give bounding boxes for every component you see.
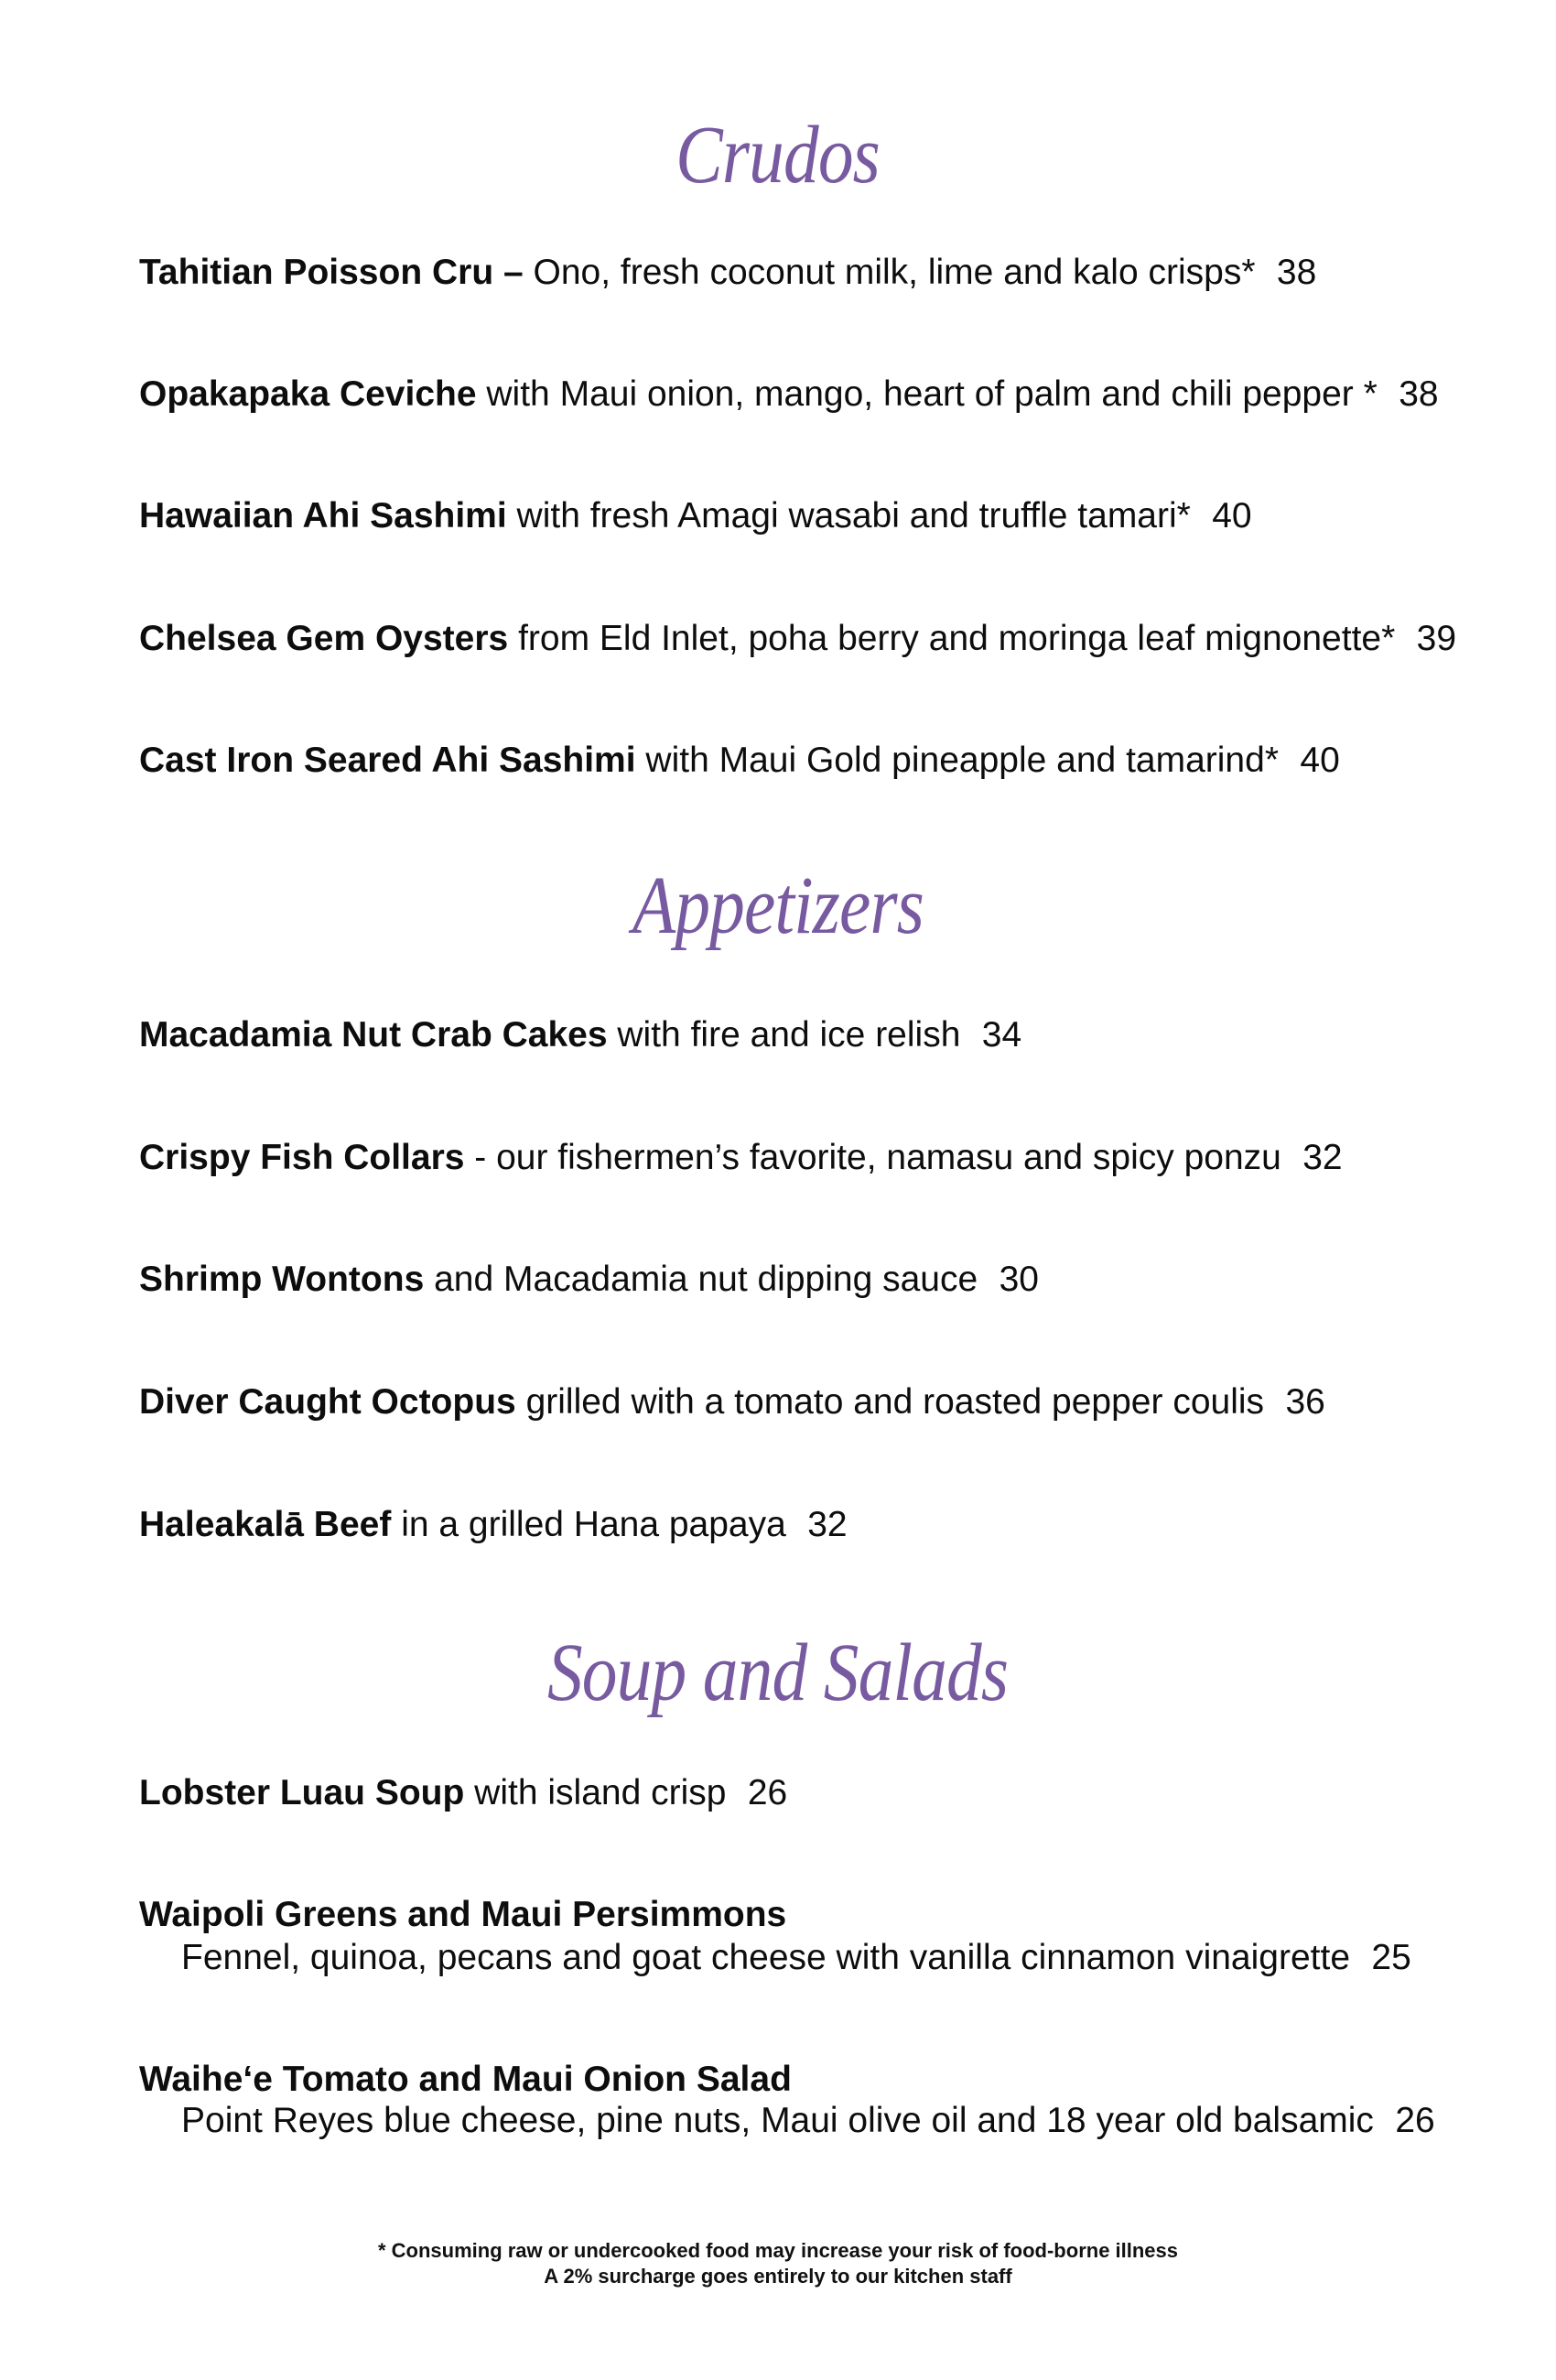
item-name: Tahitian Poisson Cru –: [139, 253, 524, 292]
menu-item: [139, 740, 1340, 782]
menu-item: [139, 373, 1439, 416]
item-name: Haleakalā Beef: [139, 1505, 392, 1544]
menu-item: [139, 618, 1456, 660]
menu-item: [139, 1381, 1325, 1423]
item-name: Waipoli Greens and Maui Persimmons: [139, 1895, 787, 1934]
item-price: 32: [1302, 1138, 1343, 1177]
footer-surcharge-note: A 2% surcharge goes entirely to our kitchen staff: [544, 2265, 1012, 2288]
item-description: Ono, fresh coconut milk, lime and kalo crisps*: [533, 253, 1256, 292]
menu-item: [139, 495, 1252, 537]
item-name: Shrimp Wontons: [139, 1260, 425, 1299]
item-name: Lobster Luau Soup: [139, 1773, 465, 1812]
item-price: 30: [999, 1260, 1039, 1299]
item-description: with fresh Amagi wasabi and truffle tamari*: [516, 496, 1191, 536]
section-title: Soup and Salads: [547, 1628, 1009, 1718]
section-title: Appetizers: [632, 860, 924, 951]
item-name: Crispy Fish Collars: [139, 1138, 465, 1177]
menu-item-title: [139, 1894, 786, 1936]
item-name: Macadamia Nut Crab Cakes: [139, 1015, 608, 1055]
section-heading-appetizers: [0, 860, 1556, 952]
item-description: grilled with a tomato and roasted pepper coulis: [525, 1382, 1265, 1422]
item-name: Waihe‘e Tomato and Maui Onion Salad: [139, 2060, 792, 2099]
item-price: 25: [1371, 1938, 1411, 1977]
item-description: with island crisp: [474, 1773, 727, 1812]
item-description: with Maui onion, mango, heart of palm and chili pepper *: [486, 374, 1378, 414]
item-price: 32: [807, 1505, 848, 1544]
item-price: 40: [1212, 496, 1252, 536]
item-description: with Maui Gold pineapple and tamarind*: [645, 741, 1279, 780]
item-name: Diver Caught Octopus: [139, 1382, 516, 1422]
menu-item-title: [139, 2059, 792, 2101]
item-price: 34: [981, 1015, 1022, 1055]
menu-item: [139, 1504, 848, 1546]
menu-item: [139, 1014, 1021, 1056]
item-price: 36: [1285, 1382, 1325, 1422]
item-name: Hawaiian Ahi Sashimi: [139, 496, 507, 536]
menu-item: [139, 1259, 1039, 1301]
item-description: Point Reyes blue cheese, pine nuts, Maui olive oil and 18 year old balsamic: [181, 2101, 1374, 2140]
item-description: with fire and ice relish: [617, 1015, 961, 1055]
item-description: and Macadamia nut dipping sauce: [434, 1260, 978, 1299]
section-heading-crudos: [0, 110, 1556, 201]
menu-item: [139, 1772, 787, 1814]
menu-item-description-line: [181, 2100, 1435, 2142]
menu-item: [139, 1137, 1343, 1179]
item-price: 26: [1395, 2101, 1435, 2140]
item-description: in a grilled Hana papaya: [401, 1505, 786, 1544]
item-price: 40: [1300, 741, 1340, 780]
item-price: 26: [747, 1773, 788, 1812]
item-price: 38: [1276, 253, 1317, 292]
item-name: Opakapaka Ceviche: [139, 374, 477, 414]
section-title: Crudos: [675, 110, 881, 200]
item-name: Chelsea Gem Oysters: [139, 619, 509, 658]
item-description: from Eld Inlet, poha berry and moringa leaf mignonette*: [518, 619, 1396, 658]
item-price: 39: [1416, 619, 1457, 658]
item-price: 38: [1399, 374, 1439, 414]
item-description: Fennel, quinoa, pecans and goat cheese with vanilla cinnamon vinaigrette: [181, 1938, 1351, 1977]
section-heading-soup-and-salads: [0, 1628, 1556, 1719]
footer-raw-food-warning: * Consuming raw or undercooked food may increase your risk of food-borne illness: [377, 2239, 1179, 2262]
menu-item-description-line: [181, 1937, 1411, 1979]
item-name: Cast Iron Seared Ahi Sashimi: [139, 741, 636, 780]
item-description: - our fishermen’s favorite, namasu and spicy ponzu: [474, 1138, 1281, 1177]
menu-item: [139, 252, 1316, 294]
